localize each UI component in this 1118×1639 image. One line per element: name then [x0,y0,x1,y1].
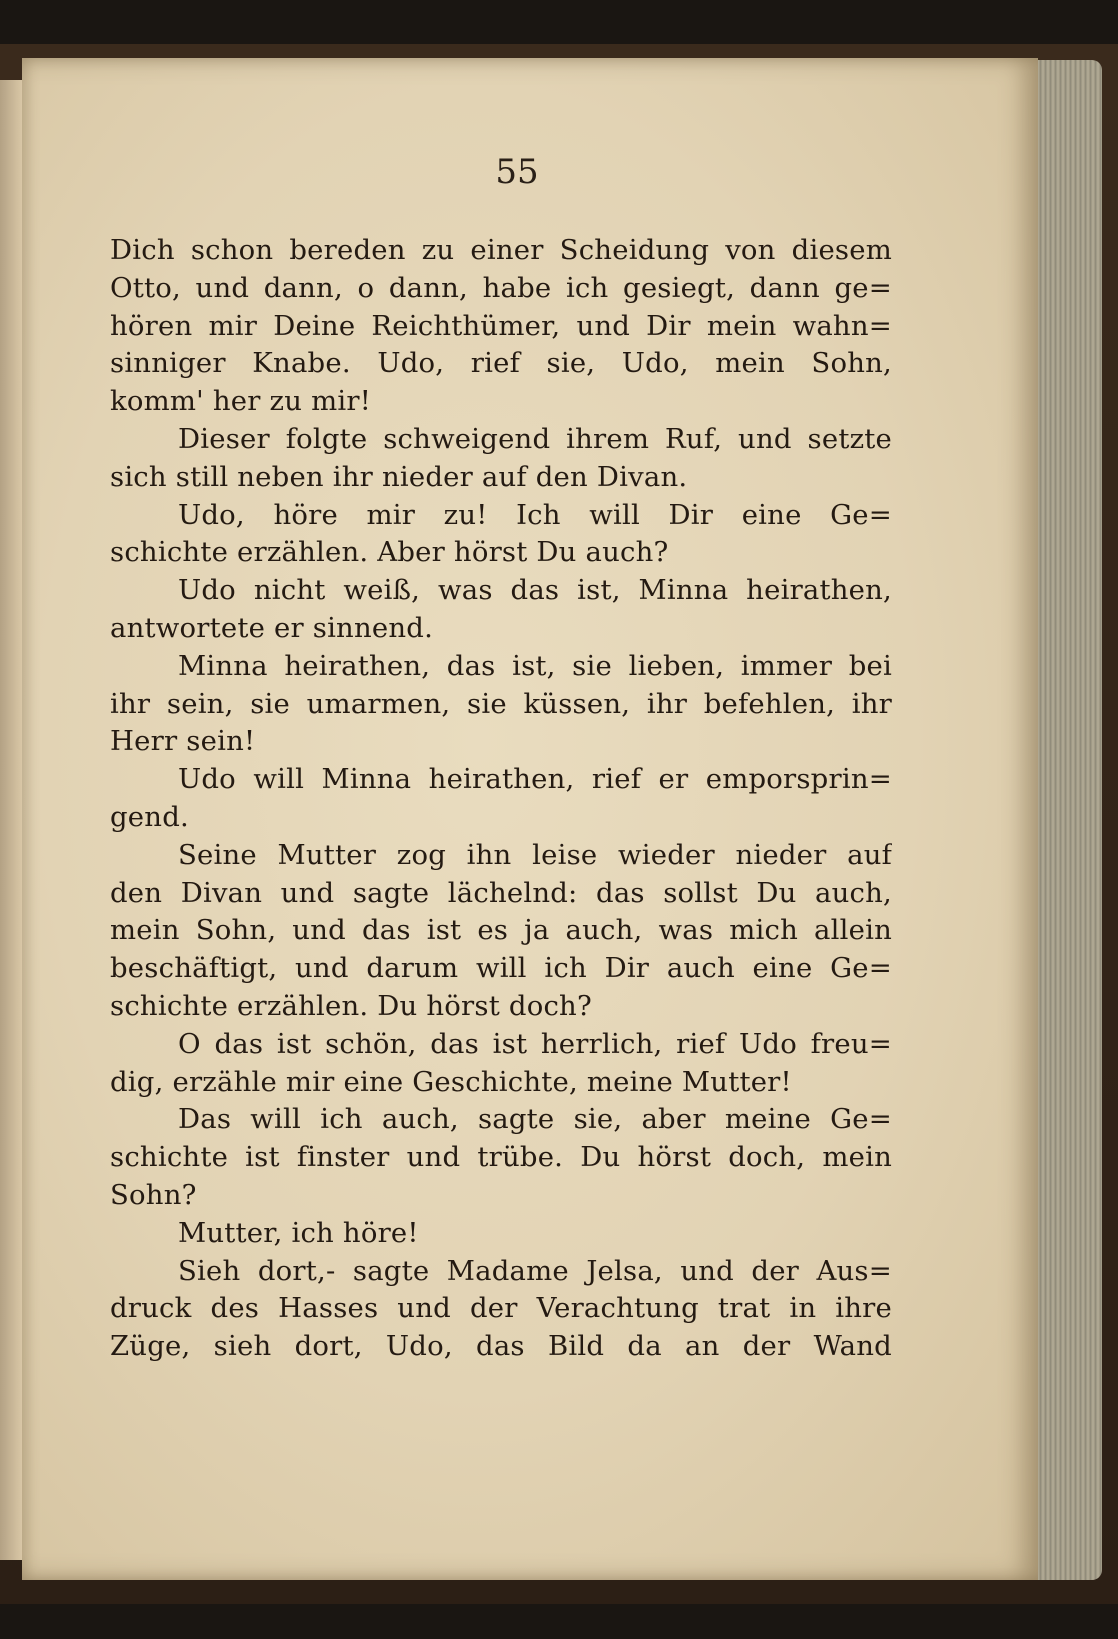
previous-page-edge [0,80,22,1560]
text-line: Udo nicht weiß, was das ist, Minna heirathen, [178,574,892,607]
body-text [110,232,892,1366]
text-line: gend. [110,800,189,833]
text-line: komm' her zu mir! [110,385,371,418]
text-line: Herr sein! [110,725,256,758]
text-line: Sieh dort,- sagte Madame Jelsa, und der Aus= [178,1254,892,1287]
text-line: Dieser folgte schweigend ihrem Ruf, und setzte [178,422,892,455]
text-line: schichte ist finster und trübe. Du hörst doch, mein [110,1141,892,1174]
text-line: Züge, sieh dort, Udo, das Bild da an der Wand [110,1330,892,1363]
page-edges [1030,60,1102,1580]
text-line: Mutter, ich höre! [178,1216,419,1249]
text-line: Dich schon bereden zu einer Scheidung von diesem [110,234,892,266]
text-line: schichte erzählen. Aber hörst Du auch? [110,536,669,569]
text-line: Das will ich auch, sagte sie, aber meine Ge= [178,1103,892,1136]
text-line: beschäftigt, und darum will ich Dir auch eine Ge= [110,952,892,985]
text-line: mein Sohn, und das ist es ja auch, was mich allein [110,914,892,947]
text-line: ihr sein, sie umarmen, sie küssen, ihr befehlen, ihr [110,687,892,720]
text-line: Minna heirathen, das ist, sie lieben, immer bei [178,649,892,682]
text-line: Udo will Minna heirathen, rief er emporsprin= [178,763,892,796]
text-line: druck des Hasses und der Verachtung trat in ihre [110,1292,892,1325]
text-line: hören mir Deine Reichthümer, und Dir mein wahn= [110,309,892,342]
text-line: Sohn? [110,1178,197,1211]
page-number: 55 [495,152,539,192]
text-line: sich still neben ihr nieder auf den Divan. [110,460,688,493]
text-line: dig, erzähle mir eine Geschichte, meine Mutter! [110,1065,792,1098]
text-line: Seine Mutter zog ihn leise wieder nieder auf [178,838,892,871]
text-line: den Divan und sagte lächelnd: das sollst Du auch, [110,876,892,909]
text-line: antwortete er sinnend. [110,611,434,644]
text-line: sinniger Knabe. Udo, rief sie, Udo, mein Sohn, [110,347,892,380]
text-line: Otto, und dann, o dann, habe ich gesiegt, dann ge= [110,271,892,304]
text-line: Udo, höre mir zu! Ich will Dir eine Ge= [178,498,892,531]
text-line: O das ist schön, das ist herrlich, rief Udo freu= [178,1027,892,1060]
text-line: schichte erzählen. Du hörst doch? [110,989,592,1022]
